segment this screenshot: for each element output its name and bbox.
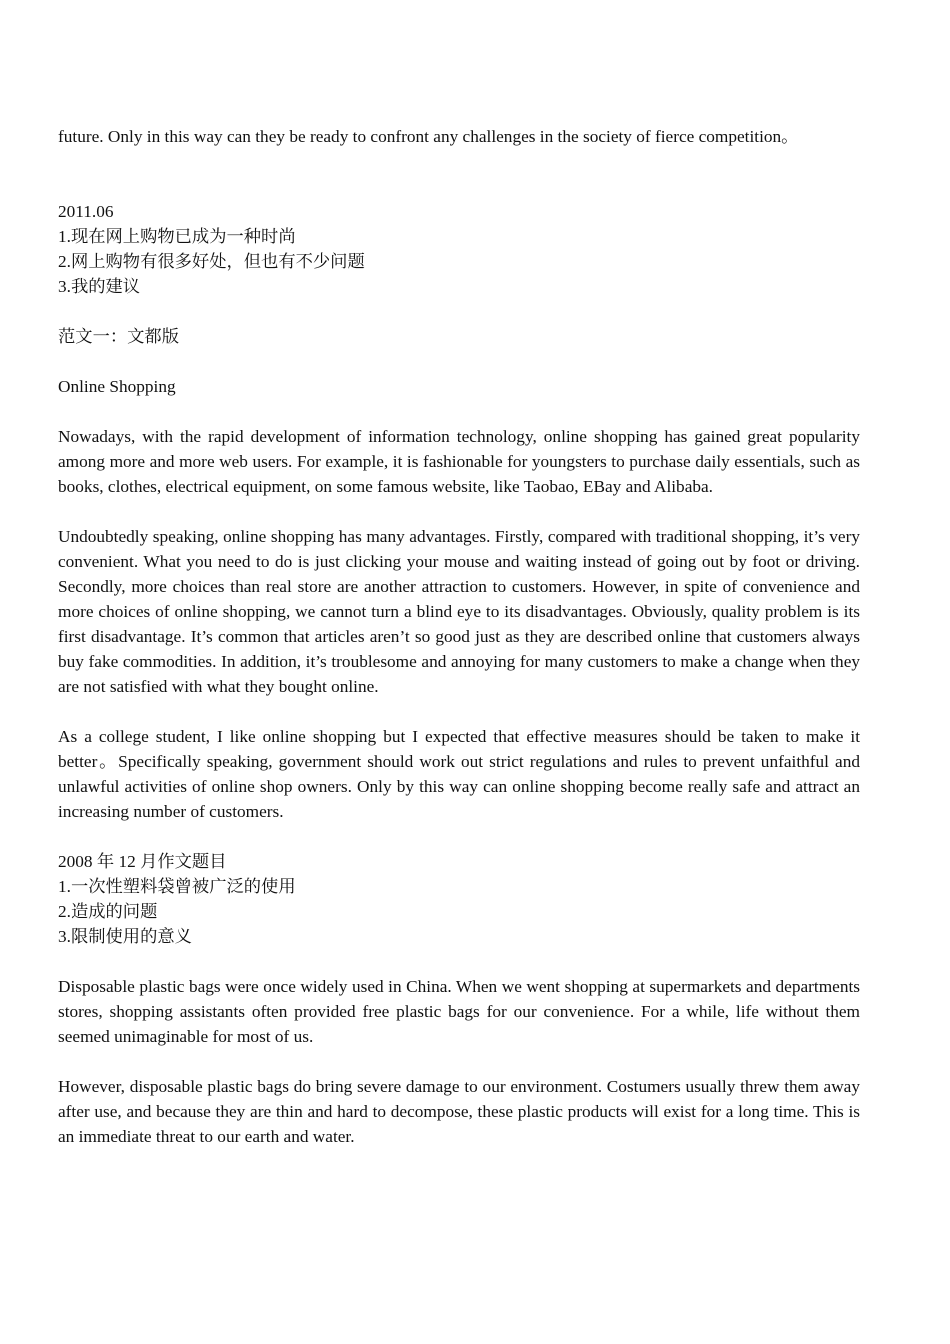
- sample-label: 范文一：文都版: [58, 327, 179, 346]
- essay-title: Online Shopping: [58, 377, 176, 396]
- spacer: [58, 1049, 860, 1074]
- outline-point-1: 1.一次性塑料袋曾被广泛的使用: [58, 877, 296, 896]
- essay-paragraph-2: However, disposable plastic bags do bring severe damage to our environment. Costumers usually threw them away after use, and because they are thin and hard to decompose, these plastic products will exist for a long time. This is an immediate threat to our earth and water.: [58, 1077, 860, 1146]
- spacer: [58, 949, 860, 974]
- outline-point-3: 3.我的建议: [58, 277, 141, 296]
- essay-paragraph-1: Disposable plastic bags were once widely used in China. When we went shopping at supermarkets and departments stores, shopping assistants often provided free plastic bags for our convenience. For a while, life without them seemed unimaginable for most of us.: [58, 977, 860, 1046]
- spacer: [58, 699, 860, 724]
- essay-paragraph-1: Nowadays, with the rapid development of information technology, online shopping has gained great popularity among more and more web users. For example, it is fashionable for youngsters to purchase daily essentials, such as books, clothes, electrical equipment, on some famous website, like Taobao, EBay and Alibaba.: [58, 427, 860, 496]
- exam-heading: 2008 年 12 月作文题目: [58, 852, 227, 871]
- section-2008: [58, 849, 860, 1149]
- outline-point-2: 2.网上购物有很多好处，但也有不少问题: [58, 252, 365, 271]
- outline-point-1: 1.现在网上购物已成为一种时尚: [58, 227, 296, 246]
- outline-point-2: 2.造成的问题: [58, 902, 158, 921]
- outline-point-3: 3.限制使用的意义: [58, 927, 192, 946]
- spacer: [58, 499, 860, 524]
- spacer: [58, 399, 860, 424]
- section-2011: [58, 199, 860, 824]
- intro-tail-paragraph: future. Only in this way can they be ready to confront any challenges in the society of fierce competition。: [58, 127, 799, 146]
- spacer: [58, 149, 860, 199]
- document-page: [58, 124, 860, 1149]
- spacer: [58, 824, 860, 849]
- essay-paragraph-2: Undoubtedly speaking, online shopping has many advantages. Firstly, compared with traditional shopping, it’s very convenient. What you need to do is just clicking your mouse and waiting instead of going out by foot or driving. Secondly, more choices than real store are another attraction to customers. However, in spite of convenience and more choices of online shopping, we cannot turn a blind eye to its disadvantages. Obviously, quality problem is its first disadvantage. It’s common that articles aren’t so good just as they are described online that customers always buy fake commodities. In addition, it’s troublesome and annoying for many customers to make a change when they are not satisfied with what they bought online.: [58, 527, 860, 696]
- essay-paragraph-3: As a college student, I like online shopping but I expected that effective measures should be taken to make it better。Specifically speaking, government should work out strict regulations and rules to prevent unfaithful and unlawful activities of online shop owners. Only by this way can online shopping become really safe and attract an increasing number of customers.: [58, 727, 860, 821]
- spacer: [58, 299, 860, 324]
- exam-date: 2011.06: [58, 202, 114, 221]
- spacer: [58, 349, 860, 374]
